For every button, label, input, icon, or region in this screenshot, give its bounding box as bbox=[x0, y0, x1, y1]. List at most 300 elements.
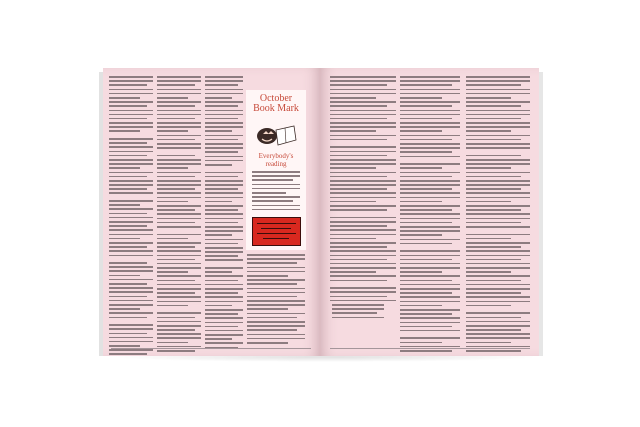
text-line bbox=[330, 217, 396, 219]
text-line bbox=[205, 114, 243, 116]
text-line bbox=[466, 238, 511, 240]
text-line bbox=[205, 130, 232, 132]
text-line bbox=[330, 93, 396, 95]
text-line bbox=[330, 184, 396, 186]
text-line bbox=[157, 180, 201, 182]
text-line bbox=[252, 188, 300, 190]
text-line bbox=[466, 155, 521, 157]
text-line bbox=[466, 292, 521, 294]
text-line bbox=[205, 309, 243, 311]
text-line bbox=[109, 172, 153, 174]
text-line bbox=[466, 317, 521, 319]
text-line bbox=[466, 280, 521, 282]
text-line bbox=[247, 321, 305, 323]
text-line bbox=[466, 93, 530, 95]
text-line bbox=[330, 146, 396, 148]
text-line bbox=[205, 326, 238, 328]
text-line bbox=[330, 188, 387, 190]
text-line bbox=[109, 291, 153, 293]
text-line bbox=[109, 114, 153, 116]
text-line bbox=[205, 180, 243, 182]
text-line bbox=[330, 118, 387, 120]
text-line bbox=[157, 333, 201, 335]
text-line bbox=[330, 271, 376, 273]
text-line bbox=[400, 271, 442, 273]
text-line bbox=[466, 76, 530, 78]
text-line bbox=[466, 246, 521, 248]
text-line bbox=[252, 205, 300, 207]
text-line bbox=[466, 271, 511, 273]
text-line bbox=[466, 130, 511, 132]
text-line bbox=[330, 180, 396, 182]
text-line bbox=[109, 130, 140, 132]
text-line bbox=[330, 122, 396, 124]
text-line bbox=[247, 317, 297, 319]
text-line bbox=[466, 135, 530, 137]
text-line bbox=[205, 151, 238, 153]
text-line bbox=[205, 296, 243, 298]
text-line bbox=[330, 159, 396, 161]
text-line bbox=[330, 192, 396, 194]
text-line bbox=[466, 122, 530, 124]
text-line bbox=[205, 213, 243, 215]
text-line bbox=[466, 255, 530, 257]
text-line bbox=[205, 80, 243, 82]
text-line bbox=[157, 263, 201, 265]
text-line bbox=[109, 167, 140, 169]
text-line bbox=[466, 163, 530, 165]
text-line bbox=[330, 139, 387, 141]
text-line bbox=[109, 146, 153, 148]
text-line bbox=[157, 238, 188, 240]
text-line bbox=[109, 105, 147, 107]
text-line bbox=[205, 156, 243, 158]
text-line bbox=[252, 171, 300, 173]
text-line bbox=[205, 222, 238, 224]
text-line bbox=[205, 305, 232, 307]
text-line bbox=[109, 192, 153, 194]
text-line bbox=[109, 84, 147, 86]
text-line bbox=[205, 201, 232, 203]
text-line bbox=[466, 139, 521, 141]
text-line bbox=[400, 337, 460, 339]
text-line bbox=[157, 139, 195, 141]
text-line bbox=[252, 184, 300, 186]
text-line bbox=[466, 84, 521, 86]
text-line bbox=[252, 196, 300, 198]
text-line bbox=[247, 338, 305, 340]
text-line bbox=[400, 330, 460, 332]
text-line bbox=[400, 93, 460, 95]
text-line bbox=[157, 271, 188, 273]
text-line bbox=[247, 258, 305, 260]
text-line bbox=[157, 317, 195, 319]
text-line bbox=[332, 308, 384, 310]
text-line bbox=[109, 97, 140, 99]
text-line bbox=[157, 176, 195, 178]
text-line bbox=[109, 341, 153, 343]
text-line bbox=[157, 130, 188, 132]
text-line bbox=[157, 76, 201, 78]
text-line bbox=[205, 139, 238, 141]
text-line bbox=[330, 242, 396, 244]
text-line bbox=[205, 247, 243, 249]
text-line bbox=[330, 197, 396, 199]
text-line bbox=[466, 301, 530, 303]
text-line bbox=[330, 80, 396, 82]
text-line bbox=[109, 225, 147, 227]
text-line bbox=[205, 188, 238, 190]
text-line bbox=[252, 200, 293, 202]
book-mark-title-line-1: October bbox=[259, 93, 293, 104]
text-line bbox=[205, 76, 243, 78]
text-line bbox=[157, 110, 201, 112]
text-line bbox=[247, 300, 305, 302]
text-line bbox=[466, 97, 511, 99]
text-line bbox=[109, 176, 147, 178]
text-line bbox=[332, 317, 384, 319]
text-line bbox=[466, 167, 511, 169]
text-line bbox=[466, 296, 530, 298]
text-line bbox=[205, 197, 243, 199]
text-line bbox=[157, 342, 188, 344]
left-page bbox=[103, 68, 320, 356]
text-line bbox=[109, 101, 153, 103]
text-line bbox=[400, 255, 460, 257]
text-line bbox=[247, 308, 288, 310]
text-line bbox=[157, 80, 201, 82]
left-page-caption bbox=[247, 254, 305, 346]
text-line bbox=[157, 114, 201, 116]
text-line bbox=[109, 138, 153, 140]
text-line bbox=[400, 222, 452, 224]
text-line bbox=[466, 80, 530, 82]
text-line bbox=[330, 234, 396, 236]
text-line bbox=[400, 209, 452, 211]
text-line bbox=[466, 267, 530, 269]
text-line bbox=[330, 259, 387, 261]
right-page-column-2 bbox=[400, 76, 460, 354]
text-line bbox=[247, 292, 305, 294]
text-line bbox=[109, 270, 153, 272]
text-line bbox=[330, 101, 396, 103]
text-line bbox=[157, 284, 201, 286]
text-line bbox=[400, 288, 460, 290]
text-line bbox=[205, 234, 232, 236]
text-line bbox=[466, 209, 521, 211]
text-line bbox=[400, 313, 452, 315]
text-line bbox=[109, 333, 147, 335]
text-line bbox=[330, 296, 387, 298]
text-line bbox=[330, 229, 396, 231]
text-line bbox=[400, 317, 460, 319]
text-line bbox=[205, 105, 238, 107]
book-mark-subtitle-line-1: Everybody's bbox=[258, 152, 294, 160]
text-line bbox=[157, 147, 201, 149]
text-line bbox=[109, 324, 153, 326]
text-line bbox=[466, 184, 530, 186]
pumpkin-book-illustration bbox=[254, 118, 298, 148]
text-line bbox=[400, 326, 452, 328]
text-line bbox=[466, 201, 511, 203]
text-line bbox=[466, 325, 530, 327]
text-line bbox=[247, 279, 305, 281]
text-line bbox=[330, 89, 396, 91]
text-line bbox=[157, 226, 201, 228]
text-line bbox=[400, 163, 460, 165]
text-line bbox=[400, 105, 452, 107]
text-line bbox=[400, 230, 460, 232]
text-line bbox=[109, 242, 153, 244]
text-line bbox=[205, 313, 238, 315]
text-line bbox=[157, 267, 201, 269]
text-line bbox=[157, 242, 201, 244]
text-line bbox=[400, 342, 442, 344]
text-line bbox=[205, 135, 243, 137]
text-line bbox=[400, 135, 460, 137]
right-page-pull-quote bbox=[332, 304, 384, 321]
text-line bbox=[466, 188, 521, 190]
text-line bbox=[330, 300, 396, 302]
text-line bbox=[330, 205, 396, 207]
text-line bbox=[330, 105, 387, 107]
text-line bbox=[247, 267, 305, 269]
text-line bbox=[109, 308, 140, 310]
text-line bbox=[400, 263, 460, 265]
text-line bbox=[157, 301, 201, 303]
text-line bbox=[400, 305, 442, 307]
text-line bbox=[157, 167, 188, 169]
text-line bbox=[109, 349, 153, 351]
text-line bbox=[157, 101, 201, 103]
text-line bbox=[466, 197, 530, 199]
text-line bbox=[247, 271, 305, 273]
book-mark-title-line-2: Book Mark bbox=[253, 103, 299, 114]
text-line bbox=[205, 338, 232, 340]
book-mark-panel bbox=[246, 90, 306, 250]
text-line bbox=[466, 222, 521, 224]
text-line bbox=[205, 284, 243, 286]
book-mark-list bbox=[252, 171, 300, 213]
text-line bbox=[157, 259, 195, 261]
text-line bbox=[157, 118, 195, 120]
text-line bbox=[109, 80, 153, 82]
text-line bbox=[466, 205, 530, 207]
text-line bbox=[466, 263, 530, 265]
text-line bbox=[330, 275, 396, 277]
text-line bbox=[205, 330, 243, 332]
text-line bbox=[205, 126, 243, 128]
text-line bbox=[157, 222, 195, 224]
text-line bbox=[400, 167, 442, 169]
text-line bbox=[466, 143, 530, 145]
text-line bbox=[330, 135, 396, 137]
text-line bbox=[466, 180, 530, 182]
text-line bbox=[400, 147, 460, 149]
text-line bbox=[400, 151, 452, 153]
text-line bbox=[247, 342, 288, 344]
text-line bbox=[109, 93, 153, 95]
text-line bbox=[400, 292, 452, 294]
text-line bbox=[157, 184, 201, 186]
left-page-footer bbox=[111, 348, 311, 349]
text-line bbox=[157, 126, 201, 128]
text-line bbox=[400, 259, 452, 261]
text-line bbox=[400, 280, 452, 282]
text-line bbox=[247, 329, 297, 331]
text-line bbox=[252, 209, 300, 211]
text-line bbox=[157, 234, 201, 236]
text-line bbox=[157, 197, 201, 199]
text-line bbox=[332, 312, 377, 314]
text-line bbox=[400, 156, 460, 158]
text-line bbox=[109, 221, 153, 223]
text-line bbox=[205, 209, 238, 211]
text-line bbox=[157, 89, 201, 91]
text-line bbox=[109, 229, 153, 231]
text-line bbox=[247, 262, 297, 264]
text-line bbox=[400, 118, 452, 120]
text-line bbox=[205, 255, 238, 257]
text-line bbox=[157, 305, 188, 307]
text-line bbox=[330, 110, 396, 112]
text-line bbox=[400, 213, 460, 215]
left-page-column-3 bbox=[205, 76, 243, 351]
book-mark-subtitle-line-2: reading bbox=[265, 160, 287, 168]
text-line bbox=[109, 246, 147, 248]
text-line bbox=[400, 180, 460, 182]
text-line bbox=[109, 118, 147, 120]
text-line bbox=[466, 218, 530, 220]
text-line bbox=[109, 155, 147, 157]
text-line bbox=[252, 179, 293, 181]
text-line bbox=[400, 110, 460, 112]
text-line bbox=[205, 275, 243, 277]
text-line bbox=[247, 304, 305, 306]
text-line bbox=[466, 105, 521, 107]
text-line bbox=[252, 175, 300, 177]
text-line bbox=[157, 159, 201, 161]
text-line bbox=[157, 250, 201, 252]
text-line bbox=[466, 305, 511, 307]
text-line bbox=[205, 288, 243, 290]
text-line bbox=[205, 172, 243, 174]
text-line bbox=[400, 188, 452, 190]
text-line bbox=[400, 130, 442, 132]
text-line bbox=[466, 250, 530, 252]
text-line bbox=[400, 84, 452, 86]
text-line bbox=[205, 205, 243, 207]
text-line bbox=[109, 151, 153, 153]
text-line bbox=[247, 334, 305, 336]
text-line bbox=[205, 251, 243, 253]
text-line bbox=[466, 89, 530, 91]
text-line bbox=[109, 89, 153, 91]
text-line bbox=[330, 246, 387, 248]
text-line bbox=[400, 322, 460, 324]
text-line bbox=[205, 93, 243, 95]
text-line bbox=[400, 350, 452, 352]
text-line bbox=[157, 143, 201, 145]
text-line bbox=[400, 197, 460, 199]
text-line bbox=[205, 122, 243, 124]
text-line bbox=[330, 255, 396, 257]
text-line bbox=[205, 317, 243, 319]
text-line bbox=[205, 101, 243, 103]
text-line bbox=[400, 97, 442, 99]
text-line bbox=[400, 205, 460, 207]
text-line bbox=[157, 329, 195, 331]
text-line bbox=[157, 205, 201, 207]
text-line bbox=[466, 259, 521, 261]
text-line bbox=[157, 84, 195, 86]
text-line bbox=[157, 192, 201, 194]
text-line bbox=[330, 291, 396, 293]
text-line bbox=[400, 192, 460, 194]
text-line bbox=[157, 350, 195, 352]
text-line bbox=[157, 321, 201, 323]
text-line bbox=[205, 322, 243, 324]
text-line bbox=[466, 176, 521, 178]
text-line bbox=[157, 209, 195, 211]
text-line bbox=[157, 135, 201, 137]
text-line bbox=[109, 275, 140, 277]
text-line bbox=[247, 325, 305, 327]
text-line bbox=[109, 317, 147, 319]
text-line bbox=[466, 321, 530, 323]
text-line bbox=[400, 226, 460, 228]
text-line bbox=[400, 218, 460, 220]
text-line bbox=[400, 143, 460, 145]
text-line bbox=[466, 234, 530, 236]
text-line bbox=[205, 118, 238, 120]
text-line bbox=[400, 126, 460, 128]
text-line bbox=[400, 176, 452, 178]
text-line bbox=[205, 243, 238, 245]
right-page-footer bbox=[330, 348, 530, 349]
text-line bbox=[400, 139, 452, 141]
text-line bbox=[330, 221, 396, 223]
text-line bbox=[157, 325, 201, 327]
text-line bbox=[205, 84, 238, 86]
text-line bbox=[466, 213, 530, 215]
text-line bbox=[157, 172, 201, 174]
text-line bbox=[330, 130, 376, 132]
text-line bbox=[109, 304, 153, 306]
text-line bbox=[247, 296, 297, 298]
text-line bbox=[109, 208, 153, 210]
text-line bbox=[330, 163, 396, 165]
magazine-spread bbox=[103, 68, 539, 356]
text-line bbox=[466, 147, 530, 149]
text-line bbox=[157, 188, 195, 190]
right-page bbox=[320, 68, 539, 356]
left-page-column-1 bbox=[109, 76, 153, 356]
text-line bbox=[205, 334, 243, 336]
text-line bbox=[205, 147, 243, 149]
text-line bbox=[157, 296, 201, 298]
text-line bbox=[109, 328, 153, 330]
text-line bbox=[466, 312, 530, 314]
text-line bbox=[109, 262, 147, 264]
text-line bbox=[330, 225, 387, 227]
text-line bbox=[400, 301, 460, 303]
text-line bbox=[205, 97, 232, 99]
text-line bbox=[157, 201, 188, 203]
text-line bbox=[157, 163, 201, 165]
text-line bbox=[157, 292, 195, 294]
text-line bbox=[109, 180, 153, 182]
